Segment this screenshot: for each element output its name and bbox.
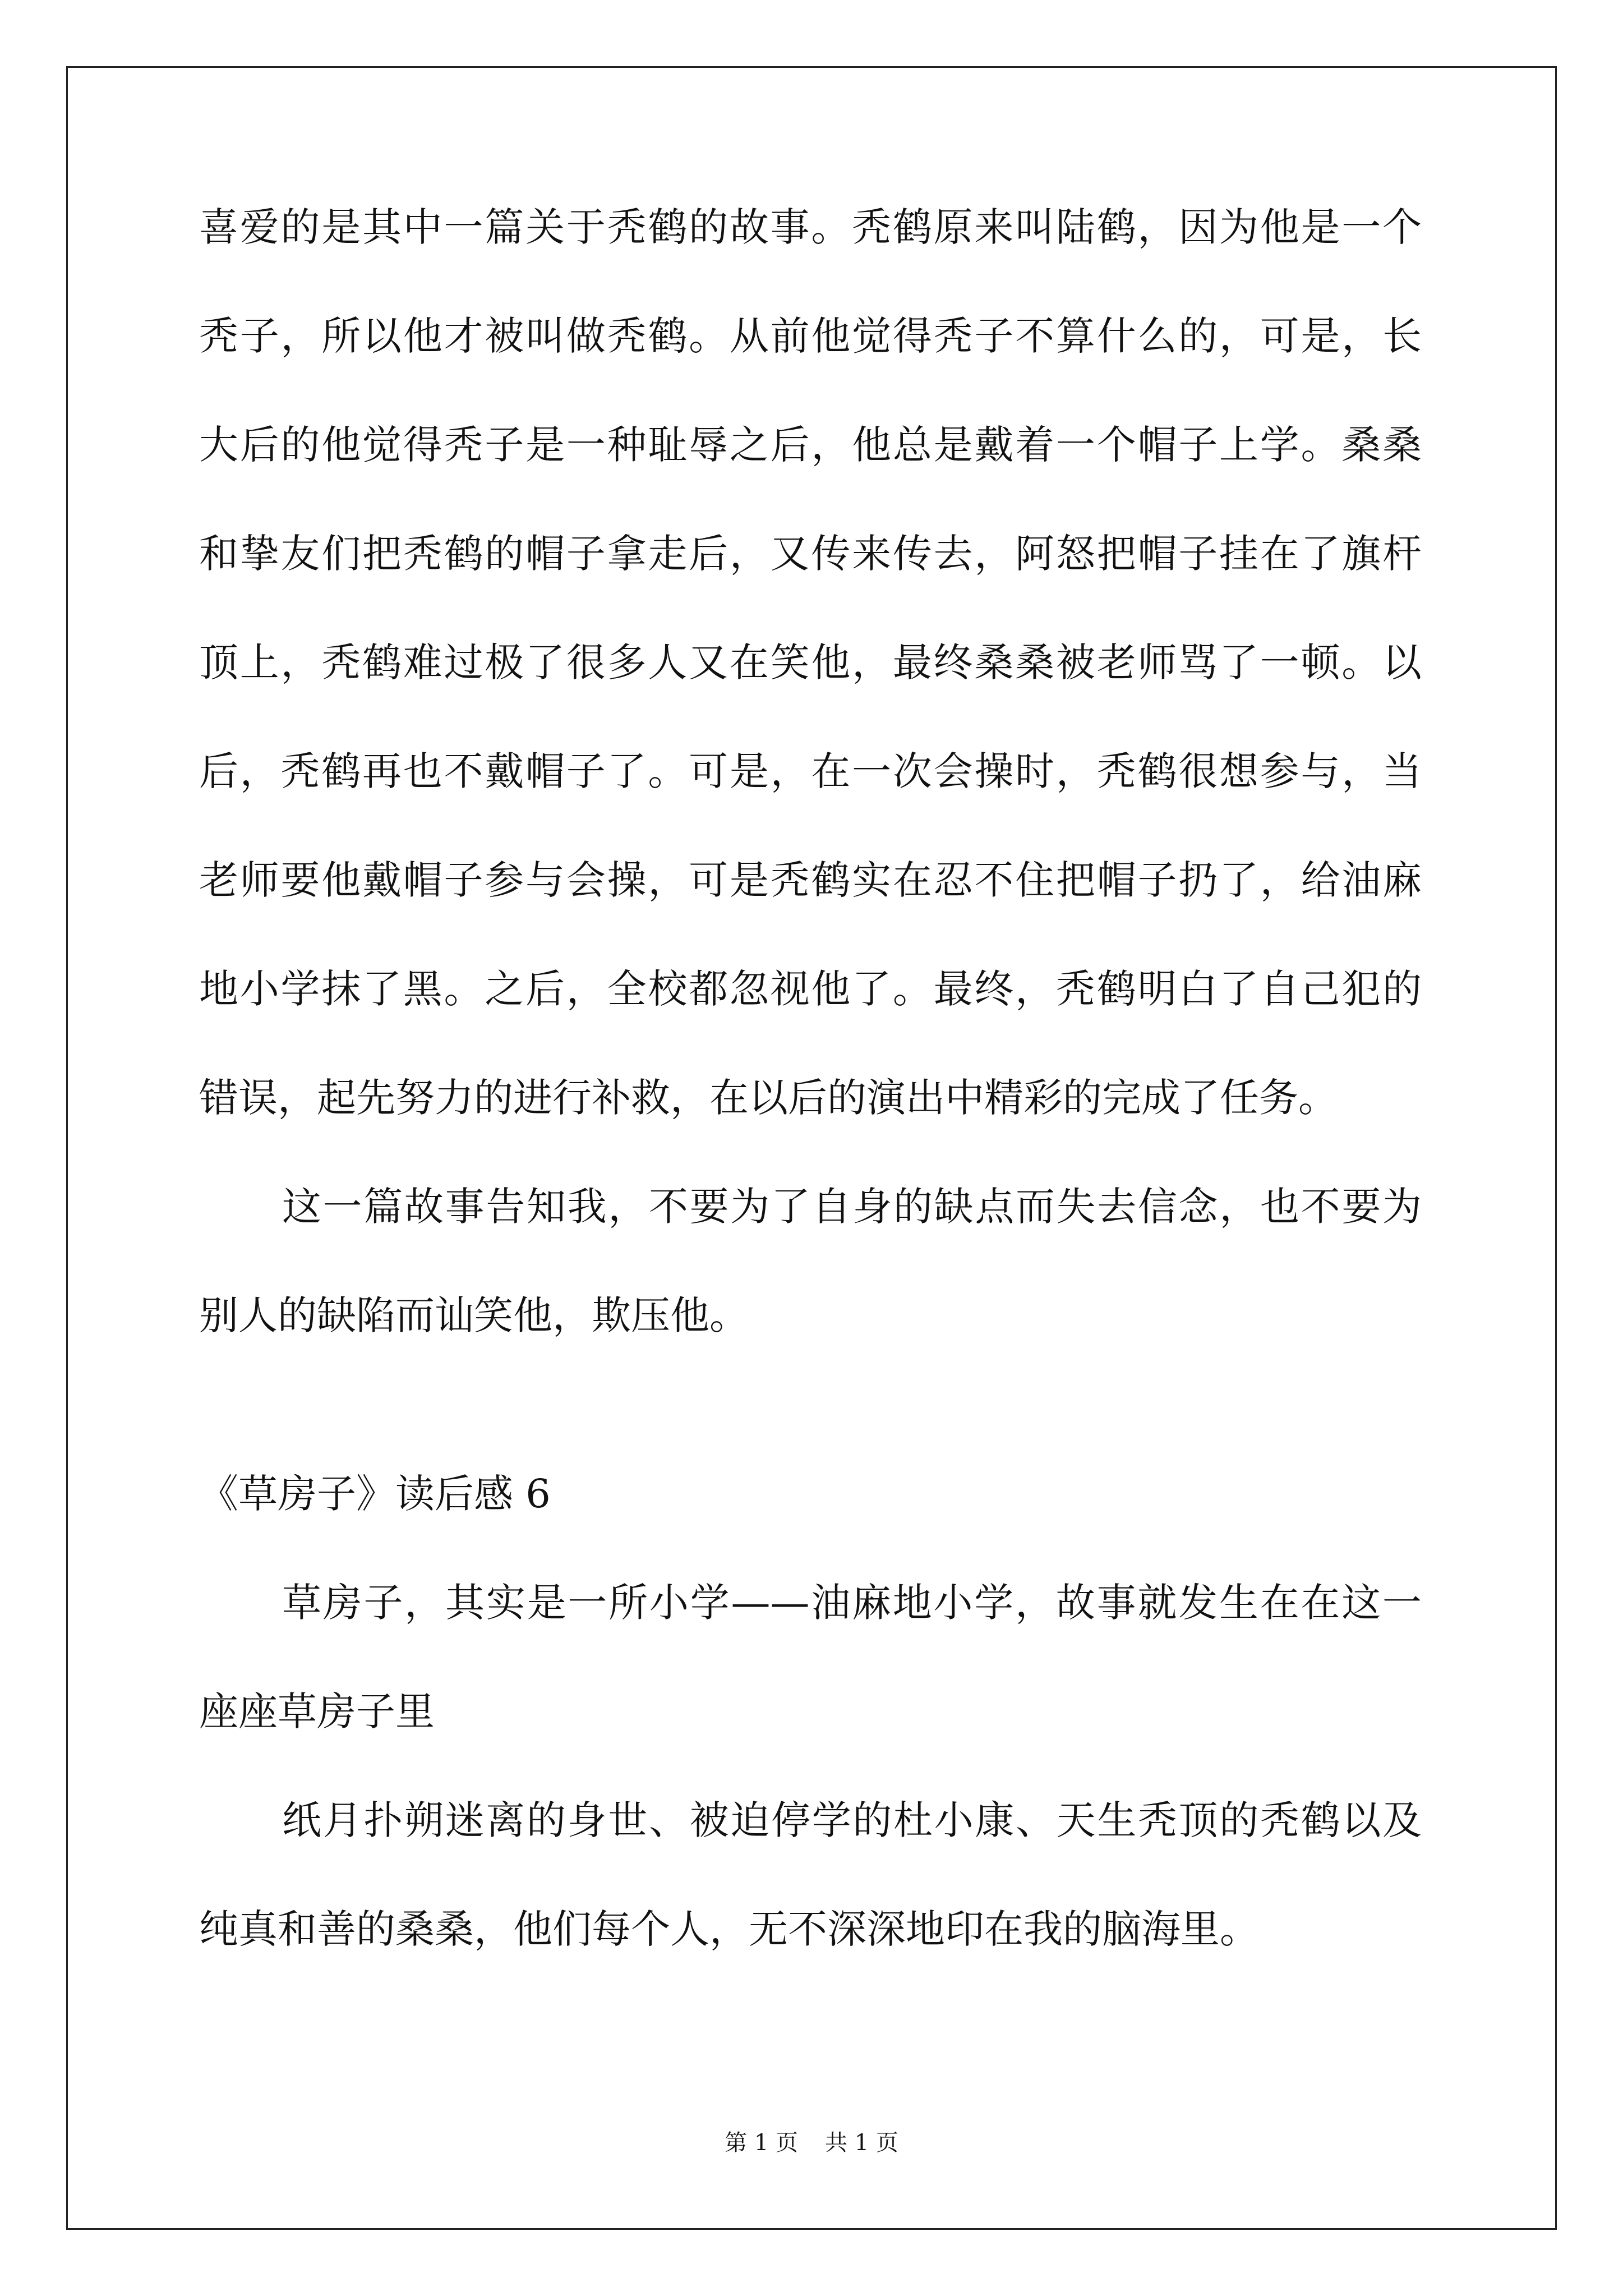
text-line: 老师要他戴帽子参与会操，可是秃鹤实在忍不住把帽子扔了，给油麻 [199,857,1422,903]
text-line: 喜爱的是其中一篇关于秃鹤的故事。秃鹤原来叫陆鹤，因为他是一个 [199,204,1422,250]
text-line: 错误，起先努力的进行补救，在以后的演出中精彩的完成了任务。 [199,1075,1338,1121]
text-line: 草房子，其实是一所小学——油麻地小学，故事就发生在在这一 [282,1580,1422,1626]
text-line: 秃子，所以他才被叫做秃鹤。从前他觉得秃子不算什么的，可是，长 [199,313,1422,359]
text-line: 别人的缺陷而讪笑他，欺压他。 [199,1292,749,1338]
text-line: 顶上，秃鹤难过极了很多人又在笑他，最终桑桑被老师骂了一顿。以 [199,639,1422,685]
text-line: 大后的他觉得秃子是一种耻辱之后，他总是戴着一个帽子上学。桑桑 [199,422,1422,468]
text-line: 纸月扑朔迷离的身世、被迫停学的杜小康、天生秃顶的秃鹤以及 [282,1797,1422,1843]
document-body [199,202,1422,2013]
page-total: 共 1 页 [825,2130,898,2156]
text-line: 地小学抹了黑。之后，全校都忽视他了。最终，秃鹤明白了自己犯的 [199,966,1422,1012]
text-line: 座座草房子里 [199,1688,435,1734]
page-number: 第 1 页 [725,2130,798,2156]
section-heading: 《草房子》读后感 6 [199,1471,551,1517]
text-line: 后，秃鹤再也不戴帽子了。可是，在一次会操时，秃鹤很想参与，当 [199,748,1422,794]
text-line: 这一篇故事告知我，不要为了自身的缺点而失去信念，也不要为 [282,1184,1422,1230]
text-line: 纯真和善的桑桑，他们每个人，无不深深地印在我的脑海里。 [199,1906,1259,1952]
text-line: 和挚友们把秃鹤的帽子拿走后，又传来传去，阿怒把帽子挂在了旗杆 [199,531,1422,577]
page-footer [0,2129,1623,2157]
